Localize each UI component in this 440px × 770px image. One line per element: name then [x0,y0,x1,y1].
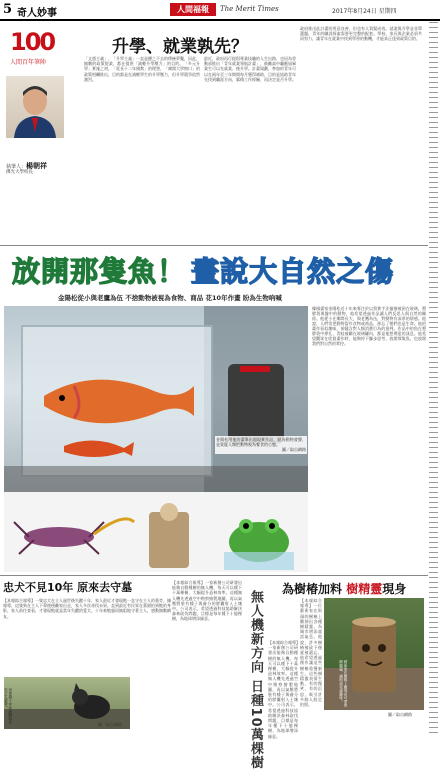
author-photo [6,76,64,138]
column-body-1: 「文憑主義」、「升學主義」一直是擾之不去的傳統夢魘，因此，無數的政策從業，都在提供「減輕升學壓力」的目的。「多元升學」實施之初，「延長十二年國教」的理想，「廣開大學窗口」的政策相繼推出，目的都是在減輕學生的升學壓力，但升學競爭依然激烈。 [84,56,200,82]
drone-story-title-text: 無人機新方向 日種10萬棵樹 [248,590,263,770]
author-name: 楊朝祥 [26,162,48,170]
header-rule [0,19,440,21]
logo-caption: 人間百年筆陣 [10,59,47,66]
beetle-frog-illustration-icon [4,492,308,572]
feature-subtitle: 金陽松從小與老鷹為伍 不捨動物被視為食物、商品 花10年作畫 盼為生物吶喊 [58,294,282,302]
author-title: 佛光大學校長 [6,170,33,175]
drone-story-body-2: 【本報綜合報導】一家新創公司研發出能夠自動種樹的無人機，每天可以種下十萬棵樹，大幅提升造林效率。這種無人機先透過空中勘察繪製地圖，再以氣壓將裝有種子與養分的膠囊射入土壤中。公司表示，希望透過科技協助解決森林砍伐問題，目標是每年種下十億棵樹，為地球增添綠意。 [268,640,298,739]
tree-photo-caption: 藝術家在樹椿上雕刻出可愛的樹精靈，讓街道充滿趣味。 [339,660,348,707]
column-divider [0,245,428,246]
logo-number: 100 [10,28,55,56]
feature-body: 韓國畫家金陽松近十年來專注於以寫實手法描繪被困在玻璃、塑膠袋與盤中的動物，他希望透過作品讓人們反思人與自然的關係。他從小在鄉間長大，與老鷹為伍，對動物有深厚的情感。他說，人們常把動物當作食物或商品，卻忘了牠們也是生命。他的畫作看似趣味，卻隱含對人類消費行為的批判。作品中的魚在塑膠袋中掙扎、青蛙被關在玻璃罐內，都是他想傳達的訊息。他希望觀眾在欣賞畫作時，能夠停下腳步思考，放開那隻魚，也放開我們對自然的掌控。 [312,306,426,346]
paper-name: 人間福報 [177,5,209,14]
tree-story-title [282,580,428,597]
drone-story-title [246,590,264,770]
beetle-frog-photo [4,492,308,572]
fish-painting-photo [4,306,308,492]
column-body-3: 政府推出此計畫的用意良善，但也有人質疑成效。就業與升學並非單選題，青年的職涯探索需要更完整的配套。學校、家長與企業必須共同努力，讓青年在就業中找到學習的動機，才能真正達到政策目的。 [300,26,422,42]
photo-caption-box [215,436,307,454]
tree-title-part-a: 為樹椿加料 [282,582,347,596]
margin-text-strip [429,22,438,735]
tree-title-part-b: 樹精靈 [346,582,383,596]
author-label: 執筆人： [6,164,27,170]
section-title: 奇人妙事 [17,8,57,19]
photo-caption: 金陽松用他的畫筆出超現實作品，點為動物發聲，並質疑人類把動物視為餐食的心態。 [216,437,306,447]
dog-photo-caption: 這隻狗十年前就開始守在主人墓旁。 [4,688,13,724]
photo-credit: 圖／取自網路 [282,447,306,452]
masthead-logo [170,3,216,16]
tree-story-body: 【本報綜合報導】一位藝術家在街頭的樹椿上雕刻出各種樹精靈，為城市增添童話氣息。他說，許多樹椿被砍下後就被遺忘，他希望透過創作讓這些樹椿重獲新生。這些樹精靈表情生動，有的微笑、有的沉思，吸引許多路人駐足拍照。 [300,598,322,708]
column-title: 升學、就業孰先？ [112,37,248,57]
column-body-2: 最近，政府再行提倡專業技職的人生出路，也因為勞動部推出「青年就業領航計畫」，鼓勵高中職應屆畢業生可以先就業、後升學。計畫規劃，參加的青年可以在兩年至三年期間每月獲得補助，目的是協助青年先找到職涯方向，累積工作經驗，再決定是否升學。 [204,56,296,82]
tree-title-part-c: 現身 [382,582,407,596]
dog-story-body: 【本報綜合報導】一隻忠犬在主人過世後失蹤十年，家人最近才發現牠一直守在主人的墓旁。據報導，這隻狗在主人下葬後便離家出走，家人多次尋找未果。直到最近有民眾在墓園拍到牠的身影，家人前往查看，才發現牠就是當年失蹤的愛犬。十年來牠風雨無阻地守著主人，感動無數網友。 [3,598,171,619]
dog-photo-caption-box [4,688,24,726]
drone-story-body: 【本報綜合報導】一家新創公司研發出能夠自動種樹的無人機，每天可以種下十萬棵樹，大幅提升造林效率。這種無人機先透過空中勘察繪製地圖，再以氣壓將裝有種子與養分的膠囊射入土壤中。公司表示，希望透過科技協助解決森林砍伐問題，目標是每年種下十億棵樹，為地球增添綠意。 [172,580,242,622]
fish-painting-illustration-icon [4,306,308,492]
feature-divider [0,575,428,576]
headline-part-2: 畫說大自然之傷 [191,255,395,288]
dog-photo-credit: 圖／取自網路 [98,722,122,727]
author-portrait-icon [6,76,64,138]
column-logo [8,28,78,68]
page-number: 5 [3,2,13,17]
issue-date: 2017年8月24日 星期四 [332,8,397,15]
tree-photo-credit: 圖／取自網路 [388,712,412,717]
headline-part-1: 放開那隻魚！ [12,255,187,288]
feature-headline [12,250,427,290]
paper-english-name: The Merit Times [220,5,279,13]
dog-story-title: 忠犬不見10年 原來去守墓 [3,581,133,594]
